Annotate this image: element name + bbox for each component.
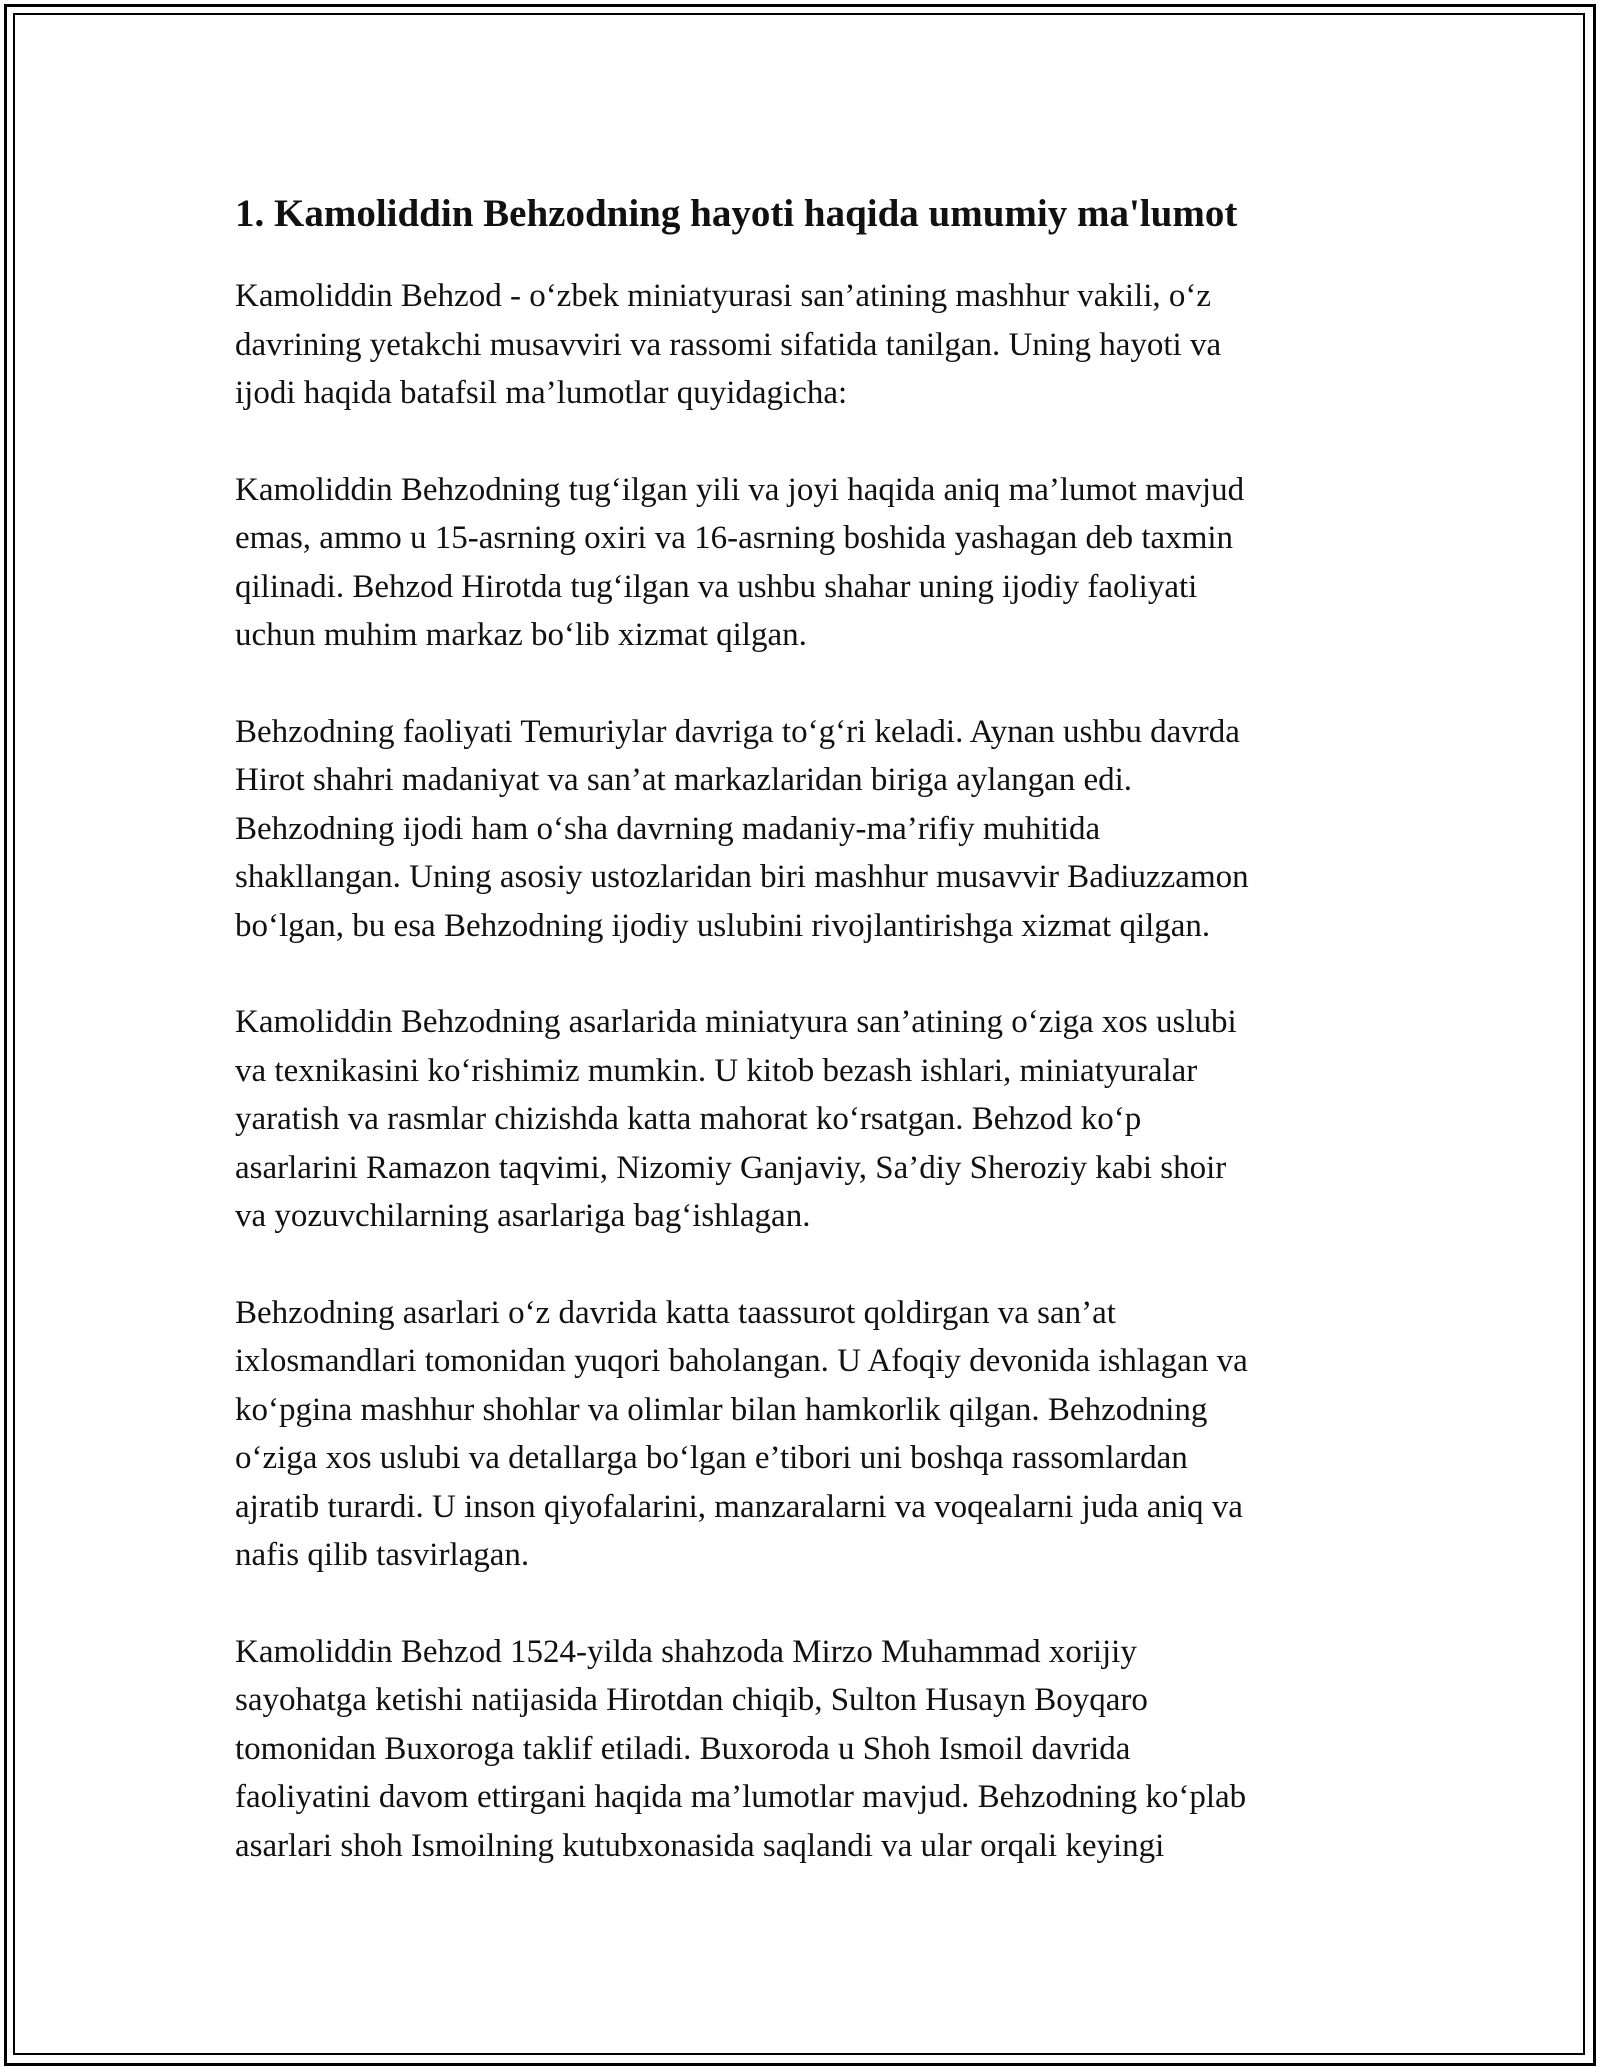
text-line: faoliyatini davom ettirgani haqida ma’lumotlar mavjud. Behzodning ko‘plab [235, 1779, 1247, 1815]
document-body [235, 186, 1385, 1870]
text-line: va yozuvchilarning asarlariga bag‘ishlagan. [235, 1198, 811, 1234]
paragraph-intro [235, 272, 1385, 418]
section-title: 1. Kamoliddin Behzodning hayoti haqida umumiy ma'lumot [235, 192, 1238, 235]
text-line: davrining yetakchi musavviri va rassomi sifatida tanilgan. Uning hayoti va [235, 326, 1222, 363]
text-line: Behzodning ijodi ham o‘sha davrning madaniy-ma’rifiy muhitida [235, 810, 1101, 847]
text-line: bo‘lgan, bu esa Behzodning ijodiy uslubini rivojlantirishga xizmat qilgan. [235, 907, 1211, 944]
text-line: Kamoliddin Behzodning tug‘ilgan yili va joyi haqida aniq ma’lumot mavjud [235, 471, 1245, 508]
text-line: tomonidan Buxoroga taklif etiladi. Buxoroda u Shoh Ismoil davrida [235, 1730, 1131, 1767]
text-line: asarlarini Ramazon taqvimi, Nizomiy Ganjaviy, Sa’diy Sheroziy kabi shoir [235, 1149, 1227, 1186]
paragraph-bukhara [235, 1628, 1385, 1871]
text-line: va texnikasini ko‘rishimiz mumkin. U kitob bezash ishlari, miniatyuralar [235, 1052, 1198, 1089]
text-line: ijodi haqida batafsil ma’lumotlar quyidagicha: [235, 375, 848, 411]
paragraph-timurid-era [235, 708, 1385, 951]
text-line: shakllangan. Uning asosiy ustozlaridan biri mashhur musavvir Badiuzzamon [235, 859, 1249, 895]
text-line: Behzodning faoliyati Temuriylar davriga to‘g‘ri keladi. Aynan ushbu davrda [235, 713, 1240, 750]
text-line: asarlari shoh Ismoilning kutubxonasida saqlandi va ular orqali keyingi [235, 1827, 1165, 1864]
text-line: Kamoliddin Behzodning asarlarida miniatyura san’atining o‘ziga xos uslubi [235, 1004, 1237, 1040]
text-line: nafis qilib tasvirlagan. [235, 1537, 530, 1573]
text-line: ajratib turardi. U inson qiyofalarini, manzaralarni va voqealarni juda aniq va [235, 1488, 1243, 1525]
text-line: ko‘pgina mashhur shohlar va olimlar bilan hamkorlik qilgan. Behzodning [235, 1391, 1208, 1428]
text-line: Kamoliddin Behzod 1524-yilda shahzoda Mirzo Muhammad xorijiy [235, 1633, 1137, 1670]
text-line: o‘ziga xos uslubi va detallarga bo‘lgan e’tibori uni boshqa rassomlardan [235, 1440, 1188, 1476]
text-line: Hirot shahri madaniyat va san’at markazlaridan biriga aylangan edi. [235, 762, 1133, 798]
text-line: qilinadi. Behzod Hirotda tug‘ilgan va ushbu shahar uning ijodiy faoliyati [235, 568, 1198, 605]
text-line: ixlosmandlari tomonidan yuqori baholangan. U Afoqiy devonida ishlagan va [235, 1343, 1248, 1379]
text-line: uchun muhim markaz bo‘lib xizmat qilgan. [235, 617, 807, 653]
text-line: yaratish va rasmlar chizishda katta mahorat ko‘rsatgan. Behzod ko‘p [235, 1101, 1142, 1137]
text-line: Behzodning asarlari o‘z davrida katta taassurot qoldirgan va san’at [235, 1294, 1116, 1331]
text-line: Kamoliddin Behzod - o‘zbek miniatyurasi san’atining mashhur vakili, o‘z [235, 278, 1212, 314]
paragraph-reception [235, 1289, 1385, 1580]
text-line: emas, ammo u 15-asrning oxiri va 16-asrning boshida yashagan deb taxmin [235, 520, 1234, 556]
paragraph-birth [235, 466, 1385, 660]
paragraph-works [235, 998, 1385, 1241]
text-line: sayohatga ketishi natijasida Hirotdan chiqib, Sulton Husayn Boyqaro [235, 1682, 1148, 1718]
